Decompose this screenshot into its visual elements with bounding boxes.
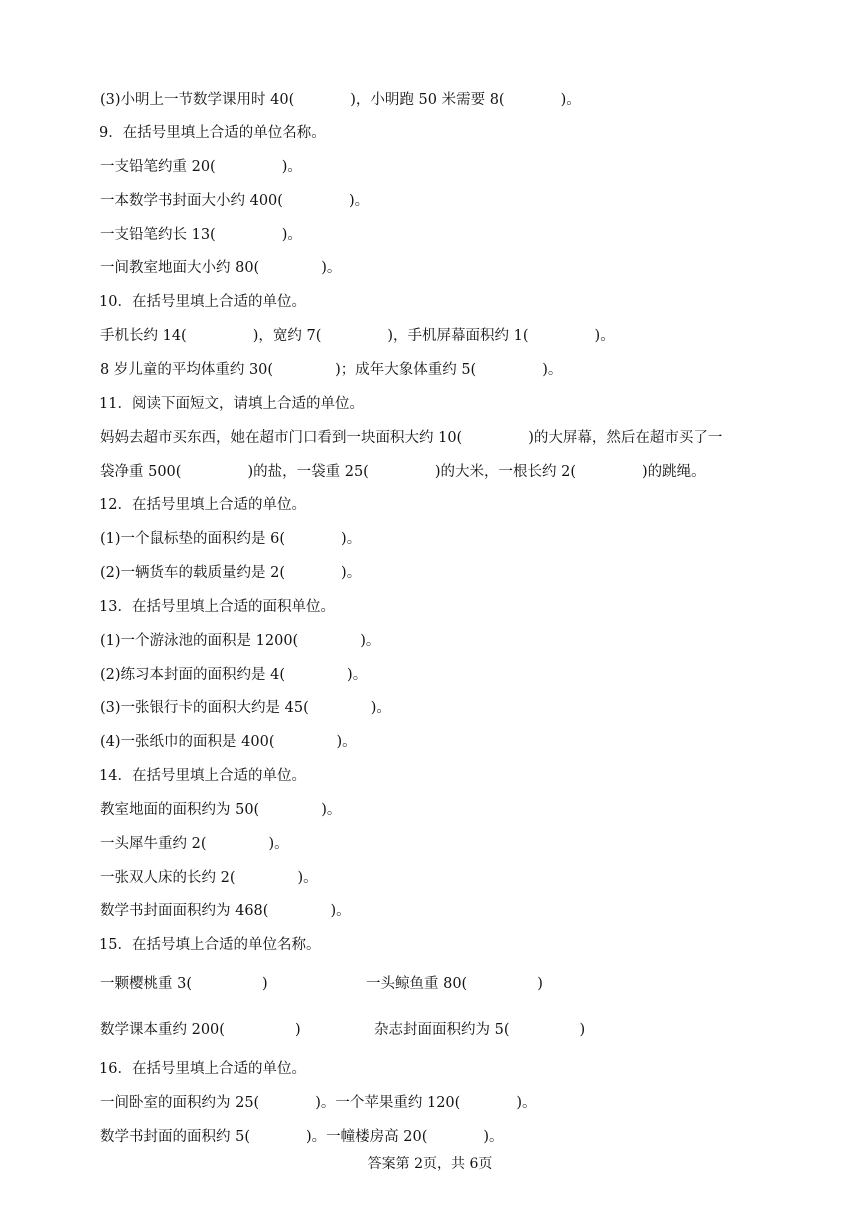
question-13-3: (3)一张银行卡的面积大约是 45( )。 [100, 700, 391, 716]
question-15-1a: 一颗樱桃重 3( ) [100, 976, 268, 992]
question-13-1: (1)一个游泳池的面积是 1200( )。 [100, 633, 381, 649]
question-9-2: 一本数学书封面大小约 400( )。 [100, 193, 370, 209]
question-13-2: (2)练习本封面的面积约是 4( )。 [100, 667, 368, 683]
question-14-1: 教室地面的面积约为 50( )。 [100, 802, 342, 818]
question-9-3: 一支铅笔约长 13( )。 [100, 227, 302, 243]
question-8-3: (3)小明上一节数学课用时 40( )，小明跑 50 米需要 8( )。 [100, 92, 581, 108]
question-15-title: 15．在括号填上合适的单位名称。 [99, 937, 321, 953]
question-14-title: 14．在括号里填上合适的单位。 [99, 768, 306, 784]
question-9-4: 一间教室地面大小约 80( )。 [100, 260, 342, 276]
question-12-title: 12．在括号里填上合适的单位。 [99, 497, 306, 513]
question-16-1: 一间卧室的面积约为 25( )。一个苹果重约 120( )。 [100, 1095, 537, 1111]
question-10-title: 10．在括号里填上合适的单位。 [99, 294, 306, 310]
question-10-1: 手机长约 14( )，宽约 7( )，手机屏幕面积约 1( )。 [100, 328, 615, 344]
question-10-2: 8 岁儿童的平均体重约 30( )；成年大象体重约 5( )。 [100, 362, 563, 378]
page-footer: 答案第 2页，共 6页 [367, 1156, 493, 1172]
question-9-1: 一支铅笔约重 20( )。 [100, 159, 302, 175]
question-15-2b: 杂志封面面积约为 5( ) [374, 1022, 586, 1038]
question-16-2: 数学书封面的面积约 5( )。一幢楼房高 20( )。 [100, 1129, 504, 1145]
question-11-title: 11．阅读下面短文，请填上合适的单位。 [99, 396, 364, 412]
question-14-2: 一头犀牛重约 2( )。 [100, 836, 289, 852]
question-9-title: 9．在括号里填上合适的单位名称。 [99, 125, 326, 141]
question-14-4: 数学书封面面积约为 468( )。 [100, 903, 351, 919]
question-13-title: 13．在括号里填上合适的面积单位。 [99, 599, 335, 615]
question-15-1b: 一头鲸鱼重 80( ) [366, 976, 543, 992]
question-14-3: 一张双人床的长约 2( )。 [100, 870, 318, 886]
question-15-2a: 数学课本重约 200( ) [100, 1022, 301, 1038]
question-12-1: (1)一个鼠标垫的面积约是 6( )。 [100, 531, 362, 547]
question-16-title: 16．在括号里填上合适的单位。 [99, 1061, 306, 1077]
question-11-1: 妈妈去超市买东西，她在超市门口看到一块面积大约 10( )的大屏幕，然后在超市买了一 [100, 430, 723, 446]
question-12-2: (2)一辆货车的载质量约是 2( )。 [100, 565, 362, 581]
question-13-4: (4)一张纸巾的面积是 400( )。 [100, 734, 357, 750]
question-11-2: 袋净重 500( )的盐，一袋重 25( )的大米，一根长约 2( )的跳绳。 [100, 464, 706, 480]
